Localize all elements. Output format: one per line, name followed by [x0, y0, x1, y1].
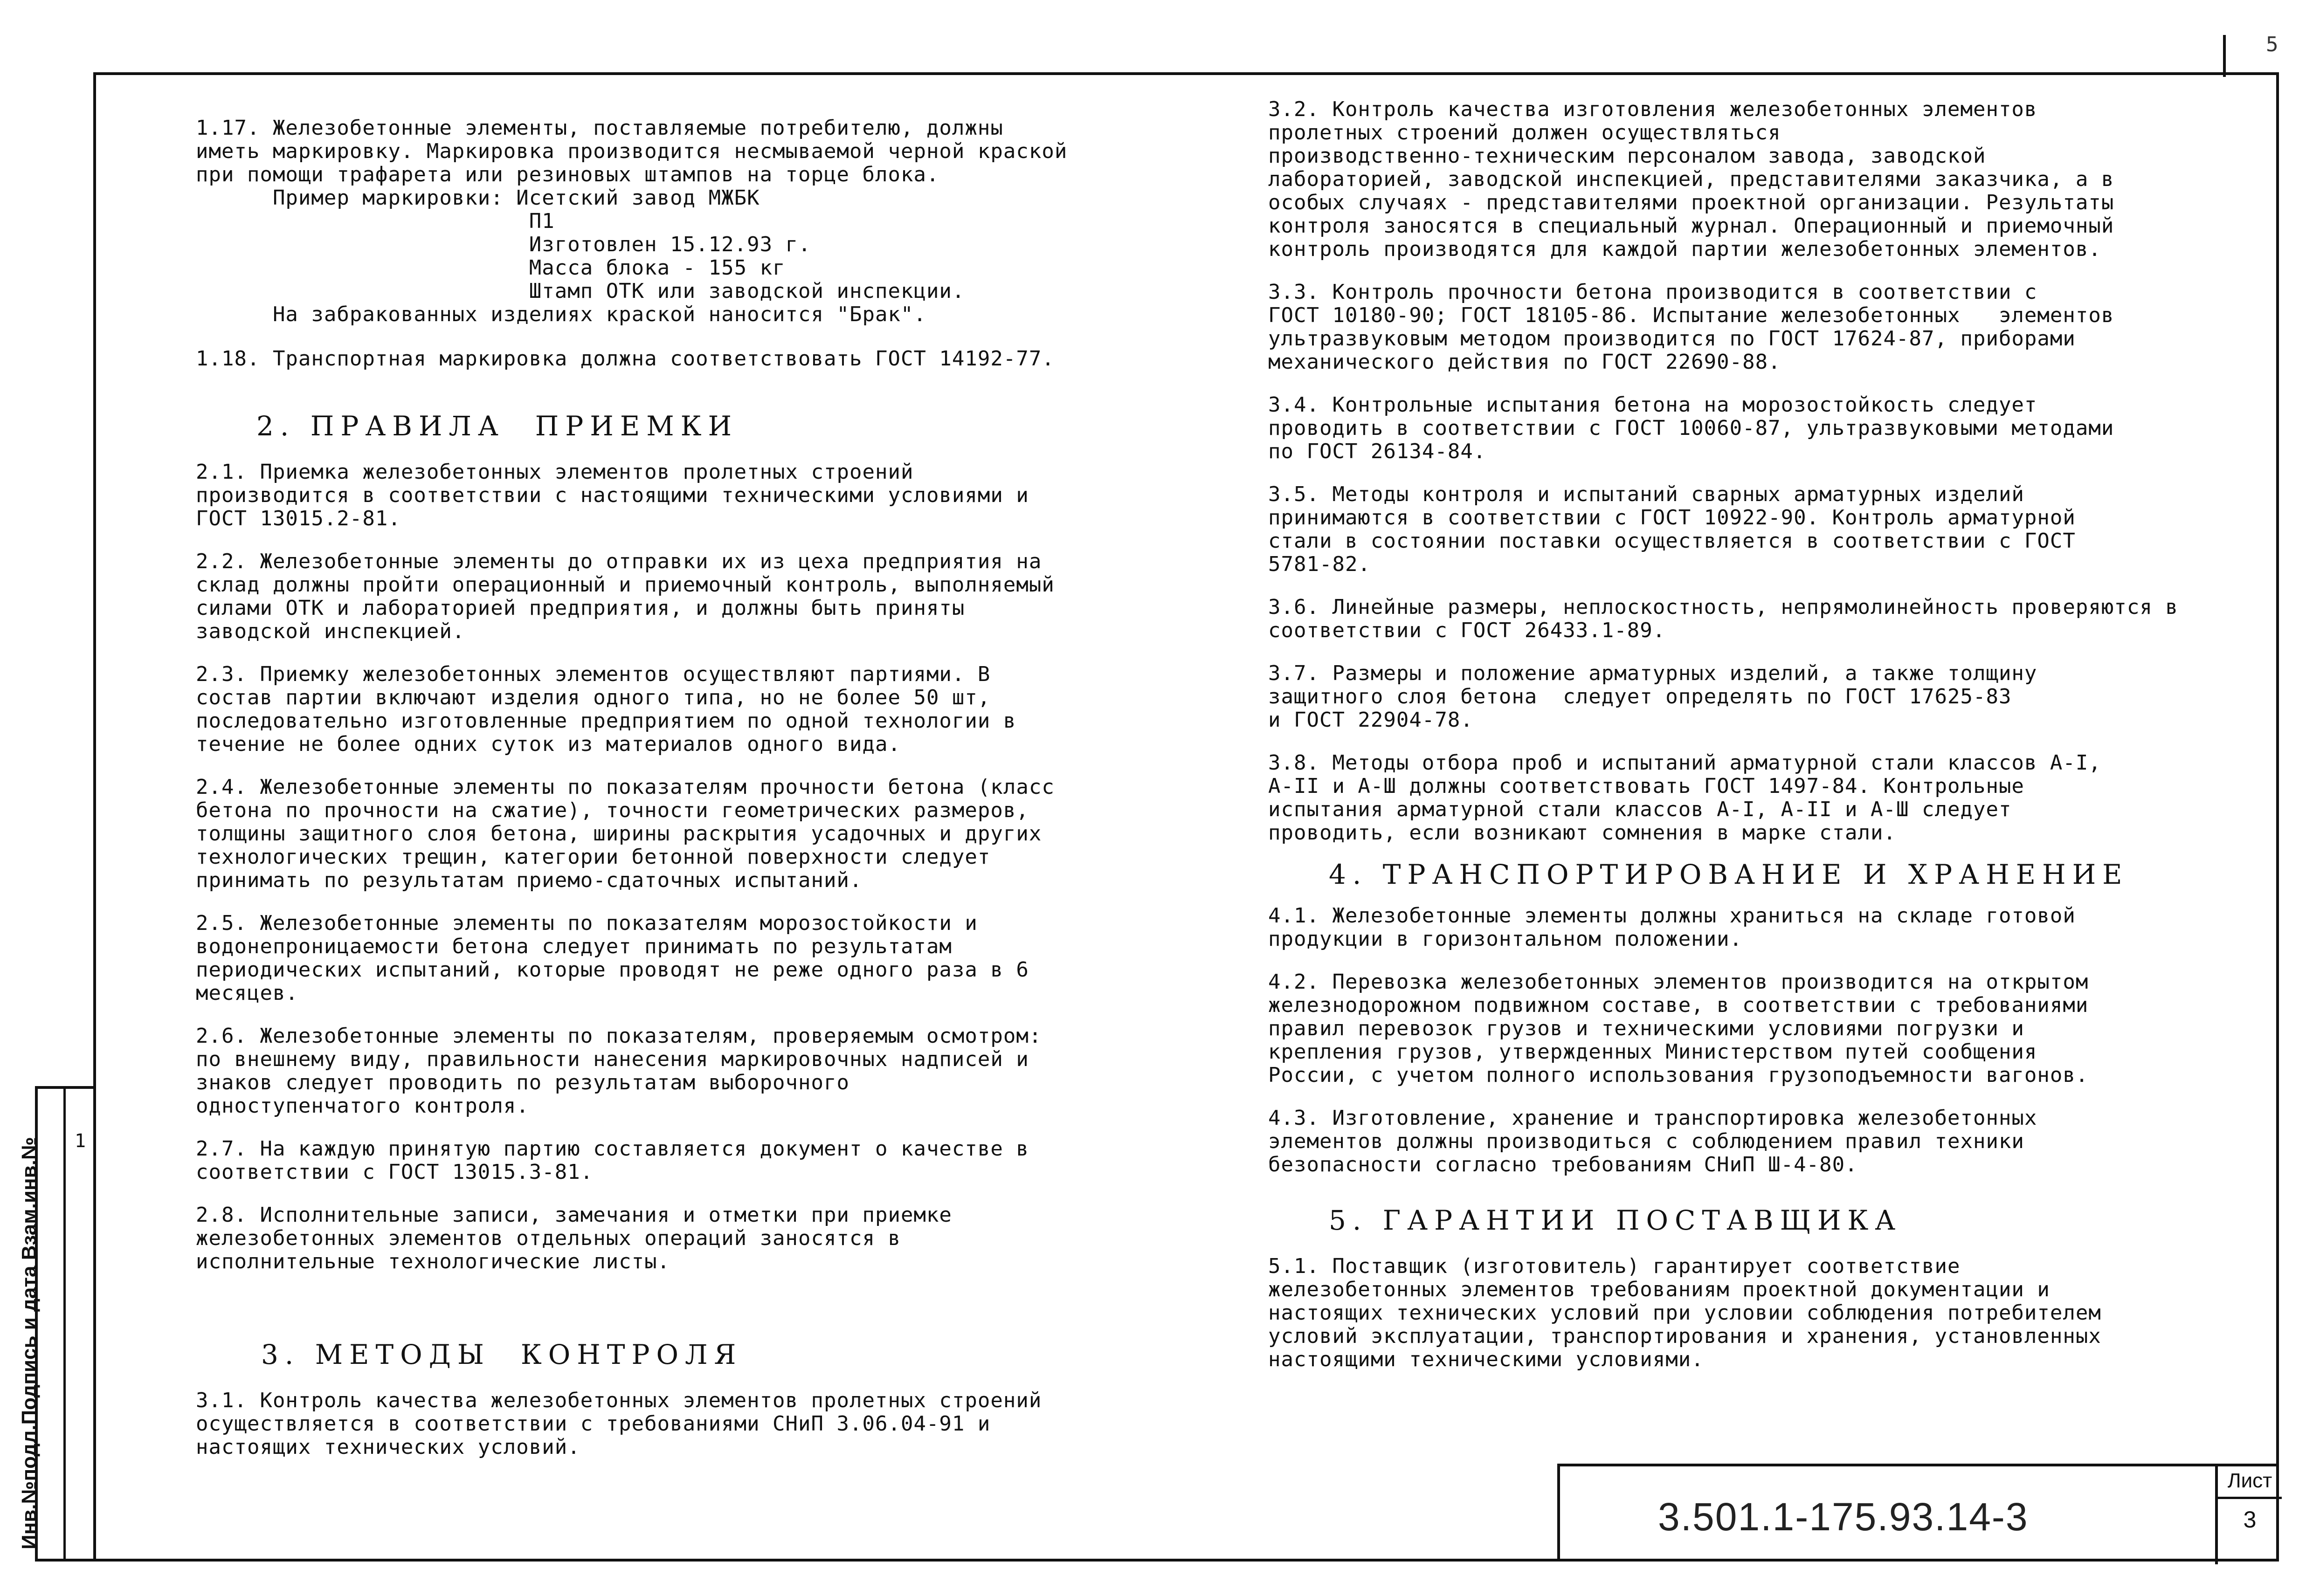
- document-designation: 3.501.1-175.93.14-3: [1658, 1495, 2029, 1539]
- clause-4-3: 4.3. Изготовление, хранение и транспортировка железобетонных элементов должны производиться с соблюдением правил техники безопасности согласно требованиям СНиП Ш-4-80.: [1268, 1106, 2037, 1176]
- clause-1-17: 1.17. Железобетонные элементы, поставляемые потребителю, должны иметь маркировку. Маркировка производится несмываемой черной краской при помощи трафарета или резиновых штампов на торце блока. Пример маркировки: Исетский завод МЖБК П1 Изготовлен 15.12.93 г. Масса блока - 155 кг Штамп ОТК или заводской инспекции. На забракованных изделиях краской наносится "Брак".: [196, 116, 1068, 326]
- approval-strip-label: Инв.№подл.Подпись и дата Взам.инв.№: [18, 1137, 41, 1549]
- approval-strip-divider: [63, 1089, 66, 1559]
- clause-3-5: 3.5. Методы контроля и испытаний сварных арматурных изделий принимаются в соответствии с ГОСТ 10922-90. Контроль арматурной стали в состоянии поставки осуществляется в соответствии с ГОСТ 5781-82.: [1268, 482, 2076, 576]
- clause-4-2: 4.2. Перевозка железобетонных элементов производится на открытом железнодорожном подвижном составе, в соответствии с требованиями правил перевозок грузов и техническими условиями погрузки и крепления грузов, утвержденных Министерством путей сообщения России, с учетом полного использования грузоподъемности вагонов.: [1268, 970, 2089, 1087]
- left-column: [196, 117, 1189, 1459]
- clause-2-3: 2.3. Приемку железобетонных элементов осуществляют партиями. В состав партии включают изделия одного типа, но не более 50 шт, последовательно изготовленные предприятием по одной технологии в течение не более одних суток из материалов одного вида.: [196, 662, 1016, 756]
- clause-1-18: 1.18. Транспортная маркировка должна соответствовать ГОСТ 14192-77.: [196, 347, 1055, 371]
- clause-3-6: 3.6. Линейные размеры, неплоскостность, непрямолинейность проверяются в соответствии с ГОСТ 26433.1-89.: [1268, 595, 2178, 642]
- approval-strip: [18, 1086, 93, 1562]
- approval-strip-mark: 1: [75, 1130, 86, 1152]
- section-5-heading: 5. ГАРАНТИИ ПОСТАВЩИКА: [1329, 1204, 1902, 1236]
- clause-2-6: 2.6. Железобетонные элементы по показателям, проверяемым осмотром: по внешнему виду, правильности нанесения маркировочных надписей и знаков следует проводить по результатам выборочного одноступенчатого контроля.: [196, 1024, 1042, 1118]
- section-3-heading: 3. МЕТОДЫ КОНТРОЛЯ: [261, 1339, 743, 1370]
- clause-2-8: 2.8. Исполнительные записи, замечания и отметки при приемке железобетонных элементов отдельных операций заносятся в исполнительные технологические листы.: [196, 1203, 952, 1273]
- sheet-cell: [2215, 1466, 2282, 1564]
- clause-2-1: 2.1. Приемка железобетонных элементов пролетных строений производится в соответствии с настоящими техническими условиями и ГОСТ 13015.2-81.: [196, 460, 1029, 530]
- clause-3-4: 3.4. Контрольные испытания бетона на морозостойкость следует проводить в соответствии с ГОСТ 10060-87, ультразвуковыми методами по ГОСТ 26134-84.: [1268, 393, 2114, 463]
- top-right-tick: [2223, 35, 2226, 77]
- section-4-heading: 4. ТРАНСПОРТИРОВАНИЕ И ХРАНЕНИЕ: [1329, 859, 2129, 890]
- clause-2-5: 2.5. Железобетонные элементы по показателям морозостойкости и водонепроницаемости бетона следует принимать по результатам периодических испытаний, которые проводят не реже одного раза в 6 месяцев.: [196, 911, 1029, 1005]
- page-mark: 5: [2266, 33, 2278, 56]
- clause-3-8: 3.8. Методы отбора проб и испытаний арматурной стали классов А-I, А-II и А-Ш должны соответствовать ГОСТ 1497-84. Контрольные испытания арматурной стали классов А-I, А-II и А-Ш следует проводить, если возникают сомнения в марке стали.: [1268, 751, 2101, 845]
- right-column: [1268, 98, 2261, 1371]
- clause-3-7: 3.7. Размеры и положение арматурных изделий, а также толщину защитного слоя бетона следует определять по ГОСТ 17625-83 и ГОСТ 22904-78.: [1268, 661, 2037, 732]
- clause-3-2: 3.2. Контроль качества изготовления железобетонных элементов пролетных строений должен осуществляться производственно-техническим персоналом завода, заводской лабораторией, заводской инспекцией, представителями заказчика, а в особых случаях - представителями проектной организации. Результаты контроля заносятся в специальный журнал. Операционный и приемочный контроль производятся для каждой партии железобетонных элементов.: [1268, 97, 2114, 261]
- clause-2-4: 2.4. Железобетонные элементы по показателям прочности бетона (класс бетона по прочности на сжатие), точности геометрических размеров, толщины защитного слоя бетона, ширины раскрытия усадочных и других технологических трещин, категории бетонной поверхности следует принимать по результатам приемо-сдаточных испытаний.: [196, 775, 1055, 892]
- clause-3-1: 3.1. Контроль качества железобетонных элементов пролетных строений осуществляется в соответствии с требованиями СНиП 3.06.04-91 и настоящих технических условий.: [196, 1389, 1042, 1459]
- sheet-number: 3: [2243, 1507, 2257, 1533]
- clause-5-1: 5.1. Поставщик (изготовитель) гарантирует соответствие железобетонных элементов требованиям проектной документации и настоящих технических условий при условии соблюдения потребителем условий эксплуатации, транспортирования и хранения, установленных настоящими техническими условиями.: [1268, 1254, 2101, 1371]
- sheet-label: Лист: [2218, 1466, 2282, 1499]
- clause-4-1: 4.1. Железобетонные элементы должны храниться на складе готовой продукции в горизонтальном положении.: [1268, 904, 2076, 951]
- section-2-heading: 2. ПРАВИЛА ПРИЕМКИ: [256, 410, 739, 442]
- title-block: [1557, 1464, 2279, 1562]
- clause-2-2: 2.2. Железобетонные элементы до отправки их из цеха предприятия на склад должны пройти операционный и приемочный контроль, выполняемый силами ОТК и лабораторией предприятия, и должны быть приняты заводской инспекцией.: [196, 550, 1055, 643]
- clause-3-3: 3.3. Контроль прочности бетона производится в соответствии с ГОСТ 10180-90; ГОСТ 18105-86. Испытание железобетонных элементов ультразвуковым методом производится по ГОСТ 17624-87, приборами механического действия по ГОСТ 22690-88.: [1268, 280, 2114, 374]
- clause-2-7: 2.7. На каждую принятую партию составляется документ о качестве в соответствии с ГОСТ 13015.3-81.: [196, 1137, 1029, 1184]
